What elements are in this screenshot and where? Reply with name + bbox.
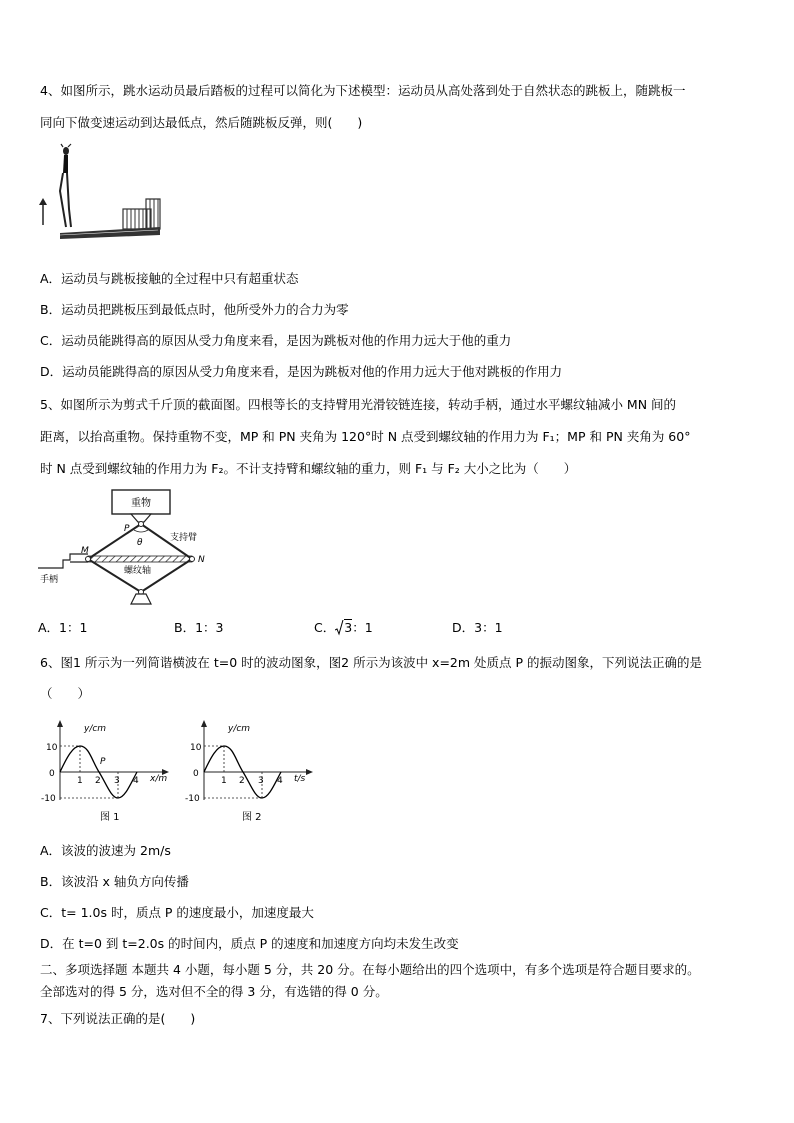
q4-stem-line1: 4、如图所示，跳水运动员最后踏板的过程可以简化为下述模型：运动员从高处落到处于自然状态的跳板上，随跳板一 xyxy=(40,83,686,98)
q5-option-b: B．1：3 xyxy=(174,620,224,635)
q5-stem-line2: 距离，以抬高重物。保持重物不变，MP 和 PN 夹角为 120°时 N 点受到螺纹轴的作用力为 F₁；MP 和 PN 夹角为 60° xyxy=(40,429,691,444)
q5-option-c: C． 3：1 xyxy=(314,620,373,635)
q6-stem-line2: （ ） xyxy=(40,686,91,701)
q5-option-a: A．1：1 xyxy=(38,620,88,635)
fig2-x-axis-label: t/s xyxy=(294,774,306,784)
q6-option-b: B．该波沿 x 轴负方向传播 xyxy=(40,874,189,889)
fig1-point-p: P xyxy=(100,757,106,767)
q6-option-c: C．t= 1.0s 时，质点 P 的速度最小，加速度最大 xyxy=(40,905,314,920)
point-n-label: N xyxy=(198,555,205,565)
fig1-xtick-4: 4 xyxy=(133,776,139,786)
q5-option-d: D．3：1 xyxy=(452,620,503,635)
fig2-ytick-10: 10 xyxy=(190,743,202,753)
fig2-caption: 图 2 xyxy=(242,812,262,823)
fig1-xtick-3: 3 xyxy=(114,776,120,786)
q6-option-d: D．在 t=0 到 t=2.0s 的时间内，质点 P 的速度和加速度方向均未发生改变 xyxy=(40,936,459,951)
q5-stem-line1: 5、如图所示为剪式千斤顶的截面图。四根等长的支持臂用光滑铰链连接，转动手柄，通过水平螺纹轴减小 MN 间的 xyxy=(40,397,677,412)
fig2-xtick-3: 3 xyxy=(258,776,264,786)
fig2-y-axis-label: y/cm xyxy=(228,724,251,734)
fig2-xtick-1: 1 xyxy=(221,776,227,786)
fig1-xtick-2: 2 xyxy=(95,776,101,786)
fig1-caption: 图 1 xyxy=(100,812,120,823)
fig1-ytick-0: 0 xyxy=(49,769,55,779)
q4-option-d: D．运动员能跳得高的原因从受力角度来看，是因为跳板对他的作用力远大于他对跳板的作用力 xyxy=(40,364,563,379)
point-m-label: M xyxy=(81,546,89,556)
q4-option-b: B．运动员把跳板压到最低点时，他所受外力的合力为零 xyxy=(40,302,349,317)
q7-stem: 7、下列说法正确的是( ) xyxy=(40,1011,196,1026)
q5-jack-figure xyxy=(38,484,218,611)
q4-diver-figure xyxy=(30,143,165,246)
weight-label: 重物 xyxy=(131,498,151,509)
fig1-x-axis-label: x/m xyxy=(150,774,168,784)
fig1-y-axis-label: y/cm xyxy=(84,724,107,734)
q4-stem-line2: 同向下做变速运动到达最低点，然后随跳板反弹，则( ) xyxy=(40,115,363,130)
fig2-ytick-neg10: -10 xyxy=(185,794,200,804)
theta-label: θ xyxy=(137,538,143,548)
section2-heading-line1: 二、多项选择题 本题共 4 小题，每小题 5 分，共 20 分。在每小题给出的四个选项中，有多个选项是符合题目要求的。 xyxy=(40,962,700,977)
q5-stem-line3: 时 N 点受到螺纹轴的作用力为 F₂。不计支持臂和螺纹轴的重力，则 F₁ 与 F₂ 大小之比为（ ） xyxy=(40,461,577,476)
fig1-ytick-neg10: -10 xyxy=(41,794,56,804)
fig2-ytick-0: 0 xyxy=(193,769,199,779)
arm-label: 支持臂 xyxy=(170,533,198,543)
handle-label: 手柄 xyxy=(40,575,59,585)
q4-option-a: A．运动员与跳板接触的全过程中只有超重状态 xyxy=(40,271,299,286)
screw-label: 螺纹轴 xyxy=(124,566,152,576)
fig2-xtick-2: 2 xyxy=(239,776,245,786)
fig1-xtick-1: 1 xyxy=(77,776,83,786)
q4-option-c: C．运动员能跳得高的原因从受力角度来看，是因为跳板对他的作用力远大于他的重力 xyxy=(40,333,512,348)
fig2-xtick-4: 4 xyxy=(277,776,283,786)
q6-wave-figure-1 xyxy=(36,716,176,831)
q6-option-a: A．该波的波速为 2m/s xyxy=(40,843,171,858)
point-p-label: P xyxy=(124,524,130,534)
q6-wave-figure-2 xyxy=(180,716,320,831)
fig1-ytick-10: 10 xyxy=(46,743,58,753)
section2-heading-line2: 全部选对的得 5 分，选对但不全的得 3 分，有选错的得 0 分。 xyxy=(40,984,388,999)
q6-stem-line1: 6、图1 所示为一列简谐横波在 t=0 时的波动图象，图2 所示为该波中 x=2m 处质点 P 的振动图象，下列说法正确的是 xyxy=(40,655,703,670)
